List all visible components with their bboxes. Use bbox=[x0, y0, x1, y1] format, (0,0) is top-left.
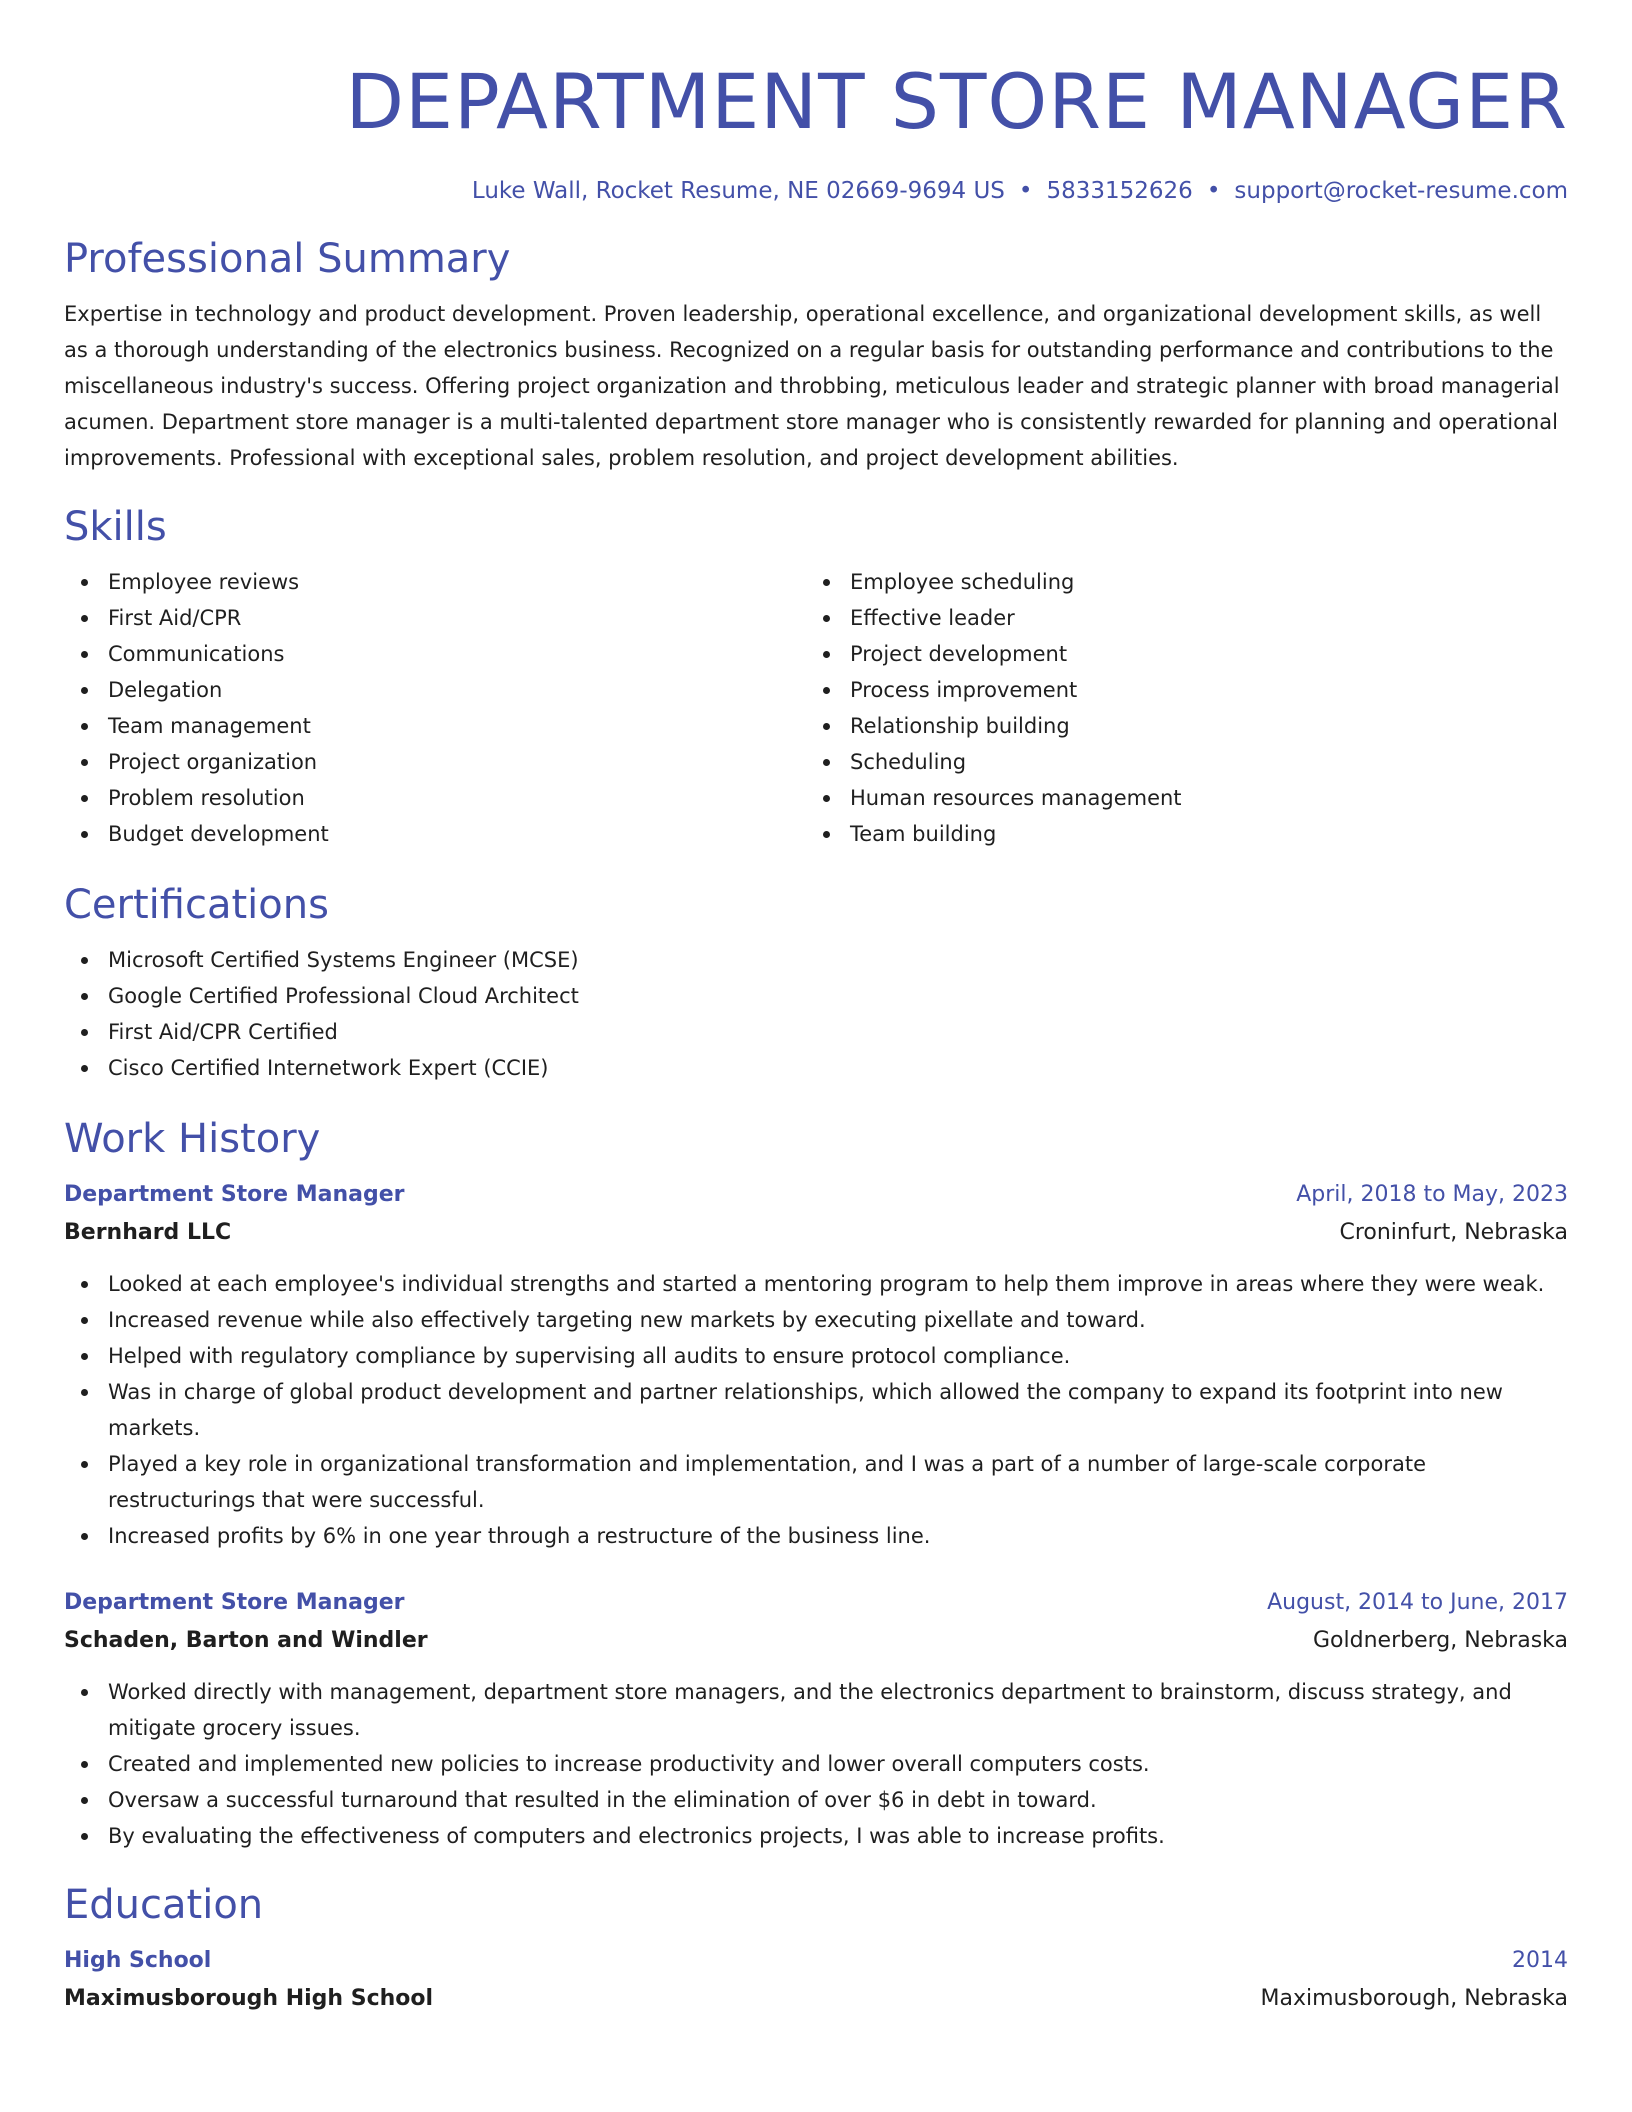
skill-item: Problem resolution bbox=[108, 780, 806, 816]
job-company: Schaden, Barton and Windler bbox=[64, 1628, 428, 1653]
skill-item: Team building bbox=[850, 816, 1548, 852]
skill-item: Budget development bbox=[108, 816, 806, 852]
work-history-heading: Work History bbox=[64, 1116, 321, 1162]
job-title: Department Store Manager bbox=[64, 1590, 405, 1615]
certification-item: Microsoft Certified Systems Engineer (MCSE) bbox=[108, 942, 1568, 978]
certifications-section bbox=[64, 880, 1568, 1086]
job-company-row bbox=[64, 1214, 1568, 1252]
contact-separator: • bbox=[1018, 178, 1033, 204]
contact-email: support@rocket-resume.com bbox=[1234, 178, 1568, 204]
education-school: Maximusborough High School bbox=[64, 1986, 434, 2011]
job-bullet: Created and implemented new policies to increase productivity and lower overall computers costs. bbox=[108, 1746, 1568, 1782]
summary-text: Expertise in technology and product development. Proven leadership, operational excellence, and organizational development skills, as well as a thorough understanding of the electronics business. Recognized on a regular basis for outstanding performance and contributions to the miscellaneous industry's success. Offering project organization and throbbing, meticulous leader and strategic planner with broad managerial acumen. Department store manager is a multi-talented department store manager who is consistently rewarded for planning and operational improvements. Professional with exceptional sales, problem resolution, and project development abilities. bbox=[64, 302, 1560, 470]
skills-section bbox=[64, 502, 1568, 852]
skill-item: First Aid/CPR bbox=[108, 600, 806, 636]
skill-item: Employee reviews bbox=[108, 564, 806, 600]
job-title: Department Store Manager bbox=[64, 1182, 405, 1207]
skill-item: Project organization bbox=[108, 744, 806, 780]
skills-list-right bbox=[806, 564, 1548, 852]
job-entry bbox=[64, 1176, 1568, 1554]
job-dates: April, 2018 to May, 2023 bbox=[1296, 1182, 1568, 1207]
job-bullets bbox=[64, 1674, 1568, 1854]
job-bullet: Increased revenue while also effectively targeting new markets by executing pixellate and toward. bbox=[108, 1302, 1568, 1338]
certification-item: First Aid/CPR Certified bbox=[108, 1014, 1568, 1050]
skills-heading: Skills bbox=[64, 504, 167, 550]
certification-item: Cisco Certified Internetwork Expert (CCIE) bbox=[108, 1050, 1568, 1086]
job-bullet: Oversaw a successful turnaround that resulted in the elimination of over $6 in debt in toward. bbox=[108, 1782, 1568, 1818]
skill-item: Effective leader bbox=[850, 600, 1548, 636]
job-location: Croninfurt, Nebraska bbox=[1339, 1220, 1568, 1245]
resume-title: DEPARTMENT STORE MANAGER bbox=[345, 57, 1568, 146]
skill-item: Process improvement bbox=[850, 672, 1548, 708]
education-header bbox=[64, 1942, 1568, 1980]
skill-item: Scheduling bbox=[850, 744, 1548, 780]
skill-item: Employee scheduling bbox=[850, 564, 1548, 600]
job-bullet: By evaluating the effectiveness of computers and electronics projects, I was able to increase profits. bbox=[108, 1818, 1568, 1854]
work-history-section bbox=[64, 1114, 1568, 1854]
certifications-heading: Certifications bbox=[64, 882, 329, 928]
contact-separator: • bbox=[1206, 178, 1221, 204]
job-bullet: Played a key role in organizational transformation and implementation, and I was a part of a number of large-scale corporate restructurings that were successful. bbox=[108, 1446, 1568, 1518]
contact-address: Luke Wall, Rocket Resume, NE 02669-9694 US bbox=[471, 178, 1005, 204]
education-year: 2014 bbox=[1512, 1948, 1568, 1973]
job-bullet: Increased profits by 6% in one year through a restructure of the business line. bbox=[108, 1518, 1568, 1554]
summary-heading: Professional Summary bbox=[64, 236, 511, 282]
certification-item: Google Certified Professional Cloud Architect bbox=[108, 978, 1568, 1014]
job-entry bbox=[64, 1584, 1568, 1854]
skill-item: Relationship building bbox=[850, 708, 1548, 744]
skill-item: Project development bbox=[850, 636, 1548, 672]
summary-section bbox=[64, 234, 1568, 476]
job-company: Bernhard LLC bbox=[64, 1220, 232, 1245]
contact-phone: 5833152626 bbox=[1046, 178, 1193, 204]
job-bullets bbox=[64, 1266, 1568, 1554]
certifications-list bbox=[64, 942, 1568, 1086]
job-dates: August, 2014 to June, 2017 bbox=[1267, 1590, 1568, 1615]
education-school-row bbox=[64, 1980, 1568, 2018]
skill-item: Team management bbox=[108, 708, 806, 744]
contact-line bbox=[64, 176, 1568, 206]
skills-column-left bbox=[64, 564, 806, 852]
job-bullet: Worked directly with management, department store managers, and the electronics department to brainstorm, discuss strategy, and mitigate grocery issues. bbox=[108, 1674, 1568, 1746]
skill-item: Communications bbox=[108, 636, 806, 672]
skill-item: Delegation bbox=[108, 672, 806, 708]
job-header bbox=[64, 1584, 1568, 1622]
skills-list-left bbox=[64, 564, 806, 852]
job-location: Goldnerberg, Nebraska bbox=[1313, 1628, 1568, 1653]
skill-item: Human resources management bbox=[850, 780, 1548, 816]
job-company-row bbox=[64, 1622, 1568, 1660]
skills-grid bbox=[64, 564, 1568, 852]
job-bullet: Was in charge of global product development and partner relationships, which allowed the company to expand its footprint into new markets. bbox=[108, 1374, 1568, 1446]
job-header bbox=[64, 1176, 1568, 1214]
job-bullet: Looked at each employee's individual strengths and started a mentoring program to help them improve in areas where they were weak. bbox=[108, 1266, 1568, 1302]
education-entry bbox=[64, 1942, 1568, 2018]
education-heading: Education bbox=[64, 1882, 264, 1928]
education-section bbox=[64, 1880, 1568, 2018]
job-bullet: Helped with regulatory compliance by supervising all audits to ensure protocol compliance. bbox=[108, 1338, 1568, 1374]
education-degree: High School bbox=[64, 1948, 212, 1973]
skills-column-right bbox=[806, 564, 1548, 852]
education-location: Maximusborough, Nebraska bbox=[1260, 1986, 1568, 2011]
